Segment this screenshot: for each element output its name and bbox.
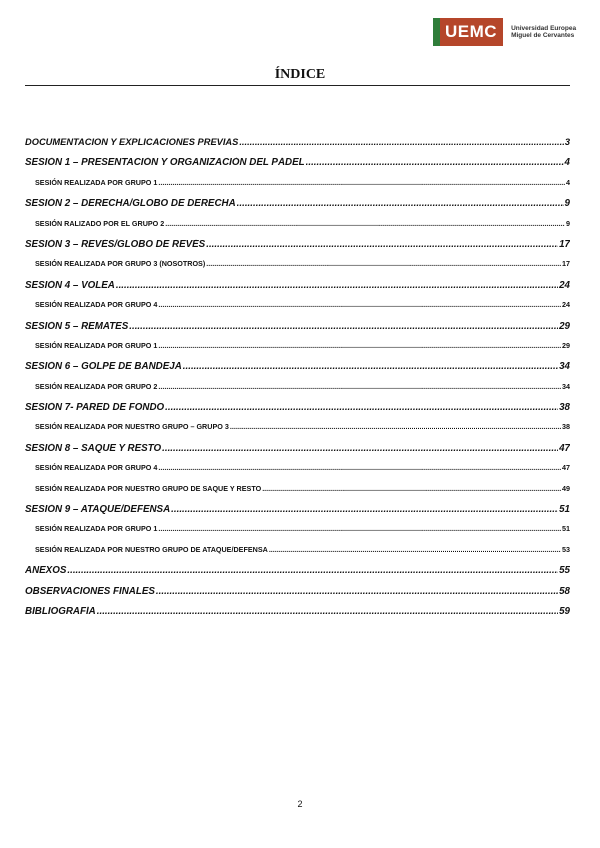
- toc-entry-page: 24: [562, 300, 570, 310]
- toc-entry[interactable]: [25, 321, 570, 341]
- toc-leader: [158, 463, 561, 472]
- toc-entry-label: SESIÓN REALIZADA POR GRUPO 2: [35, 381, 158, 391]
- toc-entry[interactable]: [25, 361, 570, 381]
- toc-entry-page: 34: [562, 381, 570, 391]
- toc-subentry[interactable]: [25, 484, 570, 504]
- toc-entry-label: DOCUMENTACION Y EXPLICACIONES PREVIAS: [25, 137, 239, 147]
- toc-leader: [239, 137, 563, 147]
- toc-leader: [158, 341, 561, 350]
- toc-entry[interactable]: [25, 402, 570, 422]
- toc-leader: [306, 157, 564, 168]
- toc-leader: [158, 382, 561, 391]
- toc-entry-label: ANEXOS: [25, 565, 67, 577]
- toc-entry-label: SESIÓN REALIZADA POR NUESTRO GRUPO DE SAQUE Y RESTO: [35, 483, 262, 493]
- logo-wordmark: UEMC: [440, 18, 503, 46]
- toc-subentry[interactable]: [25, 382, 570, 402]
- page-title: ÍNDICE: [274, 67, 326, 82]
- toc-entry[interactable]: [25, 157, 570, 177]
- toc-subentry[interactable]: [25, 259, 570, 279]
- toc-subentry[interactable]: [25, 219, 570, 239]
- toc-entry-label: SESIÓN 4 – VOLEA: [25, 279, 115, 291]
- toc-subentry[interactable]: [25, 524, 570, 544]
- toc-entry[interactable]: [25, 239, 570, 259]
- toc-entry-label: SESIÓN REALIZADA POR GRUPO 4: [35, 463, 158, 473]
- toc-leader: [206, 239, 558, 250]
- toc-leader: [116, 280, 558, 291]
- toc-entry-label: SESIÓN REALIZADA POR GRUPO 3 (NOSOTROS): [35, 259, 206, 269]
- toc-entry-page: 17: [559, 238, 570, 250]
- toc-entry-label: SESIÓN 9 – ATAQUE/DEFENSA: [25, 504, 171, 516]
- toc-entry[interactable]: [25, 606, 570, 626]
- toc-entry-page: 59: [559, 605, 570, 617]
- toc-leader: [269, 545, 561, 554]
- toc-entry-page: 9: [564, 198, 570, 210]
- toc-entry-label: SESIÓN REALIZADA POR NUESTRO GRUPO – GRUPO 3: [35, 422, 229, 432]
- toc-leader: [158, 524, 561, 533]
- logo-university-name: [511, 25, 576, 40]
- uemc-logo: [433, 18, 576, 46]
- toc-entry-page: 29: [559, 320, 570, 332]
- toc-leader: [206, 259, 561, 268]
- toc-entry-page: 51: [562, 524, 570, 534]
- toc-entry-label: SESIÓN 2 – DERECHA/GLOBO DE DERECHA: [25, 198, 236, 210]
- logo-stripe: [433, 18, 440, 46]
- toc-entry-label: SESIÓN 7- PARED DE FONDO: [25, 402, 165, 414]
- toc-entry-page: 55: [559, 565, 570, 577]
- title-divider: [25, 85, 570, 86]
- toc-leader: [156, 586, 558, 597]
- toc-entry-page: 4: [566, 177, 570, 187]
- toc-leader: [171, 504, 558, 515]
- toc-subentry[interactable]: [25, 422, 570, 442]
- toc-leader: [67, 565, 558, 576]
- toc-leader: [262, 484, 561, 493]
- logo-mark: [433, 18, 503, 46]
- toc-entry-label: SESIÓN 5 – REMATES: [25, 320, 129, 332]
- toc-subentry[interactable]: [25, 545, 570, 565]
- toc-leader: [97, 606, 558, 617]
- toc-leader: [165, 402, 558, 413]
- toc-entry[interactable]: [25, 504, 570, 524]
- toc-entry[interactable]: [25, 280, 570, 300]
- toc-entry-label: SESIÓN 1 – PRESENTACIÓN Y ORGANIZACIÓN DEL PÁDEL: [25, 157, 305, 169]
- toc-entry-label: SESIÓN 8 – SAQUE Y RESTO: [25, 442, 162, 454]
- toc-entry-label: OBSERVACIONES FINALES: [25, 585, 155, 597]
- toc-subentry[interactable]: [25, 178, 570, 198]
- toc-entry-page: 58: [559, 585, 570, 597]
- toc-entry-label: SESIÓN REALIZADA POR NUESTRO GRUPO DE ATAQUE/DEFENSA: [35, 544, 268, 554]
- page-number: 2: [297, 799, 303, 809]
- toc-entry[interactable]: [25, 443, 570, 463]
- toc-entry-page: 29: [562, 340, 570, 350]
- table-of-contents: [25, 137, 570, 626]
- toc-entry-label: SESIÓN REALIZADA POR GRUPO 1: [35, 177, 158, 187]
- toc-entry-page: 3: [564, 137, 570, 147]
- toc-entry-page: 47: [562, 463, 570, 473]
- toc-entry-page: 38: [562, 422, 570, 432]
- toc-entry-label: SESIÓN REALIZADA POR GRUPO 4: [35, 300, 158, 310]
- toc-leader: [162, 443, 558, 454]
- toc-entry-page: 9: [566, 218, 570, 228]
- toc-entry-page: 34: [559, 361, 570, 373]
- toc-leader: [237, 198, 564, 209]
- toc-subentry[interactable]: [25, 463, 570, 483]
- toc-entry-page: 24: [559, 279, 570, 291]
- toc-leader: [165, 219, 565, 228]
- toc-entry-page: 53: [562, 544, 570, 554]
- toc-leader: [158, 300, 561, 309]
- toc-leader: [183, 361, 558, 372]
- toc-entry[interactable]: [25, 137, 570, 157]
- toc-entry-page: 51: [559, 504, 570, 516]
- toc-entry[interactable]: [25, 586, 570, 606]
- toc-entry-label: SESIÓN REALIZADA POR GRUPO 1: [35, 524, 158, 534]
- toc-entry-label: SESIÓN REALIZADA POR GRUPO 1: [35, 340, 158, 350]
- logo-line-2: Miguel de Cervantes: [511, 32, 575, 39]
- toc-entry-page: 38: [559, 402, 570, 414]
- toc-entry-label: SESIÓN 3 – REVÉS/GLOBO DE REVÉS: [25, 238, 206, 250]
- toc-leader: [230, 422, 561, 431]
- toc-entry-label: SESIÓN RALIZADO POR EL GRUPO 2: [35, 218, 165, 228]
- toc-entry-page: 47: [559, 442, 570, 454]
- toc-entry-page: 4: [564, 157, 570, 169]
- toc-entry[interactable]: [25, 565, 570, 585]
- toc-entry-page: 17: [562, 259, 570, 269]
- logo-line-1: Universidad Europea: [511, 24, 577, 32]
- toc-leader: [129, 321, 558, 332]
- toc-leader: [158, 178, 565, 187]
- toc-entry-page: 49: [562, 483, 570, 493]
- toc-entry-label: BIBLIOGRAFÍA: [25, 605, 96, 617]
- toc-entry[interactable]: [25, 198, 570, 218]
- toc-subentry[interactable]: [25, 300, 570, 320]
- toc-subentry[interactable]: [25, 341, 570, 361]
- toc-entry-label: SESIÓN 6 – GOLPE DE BANDEJA: [25, 361, 182, 373]
